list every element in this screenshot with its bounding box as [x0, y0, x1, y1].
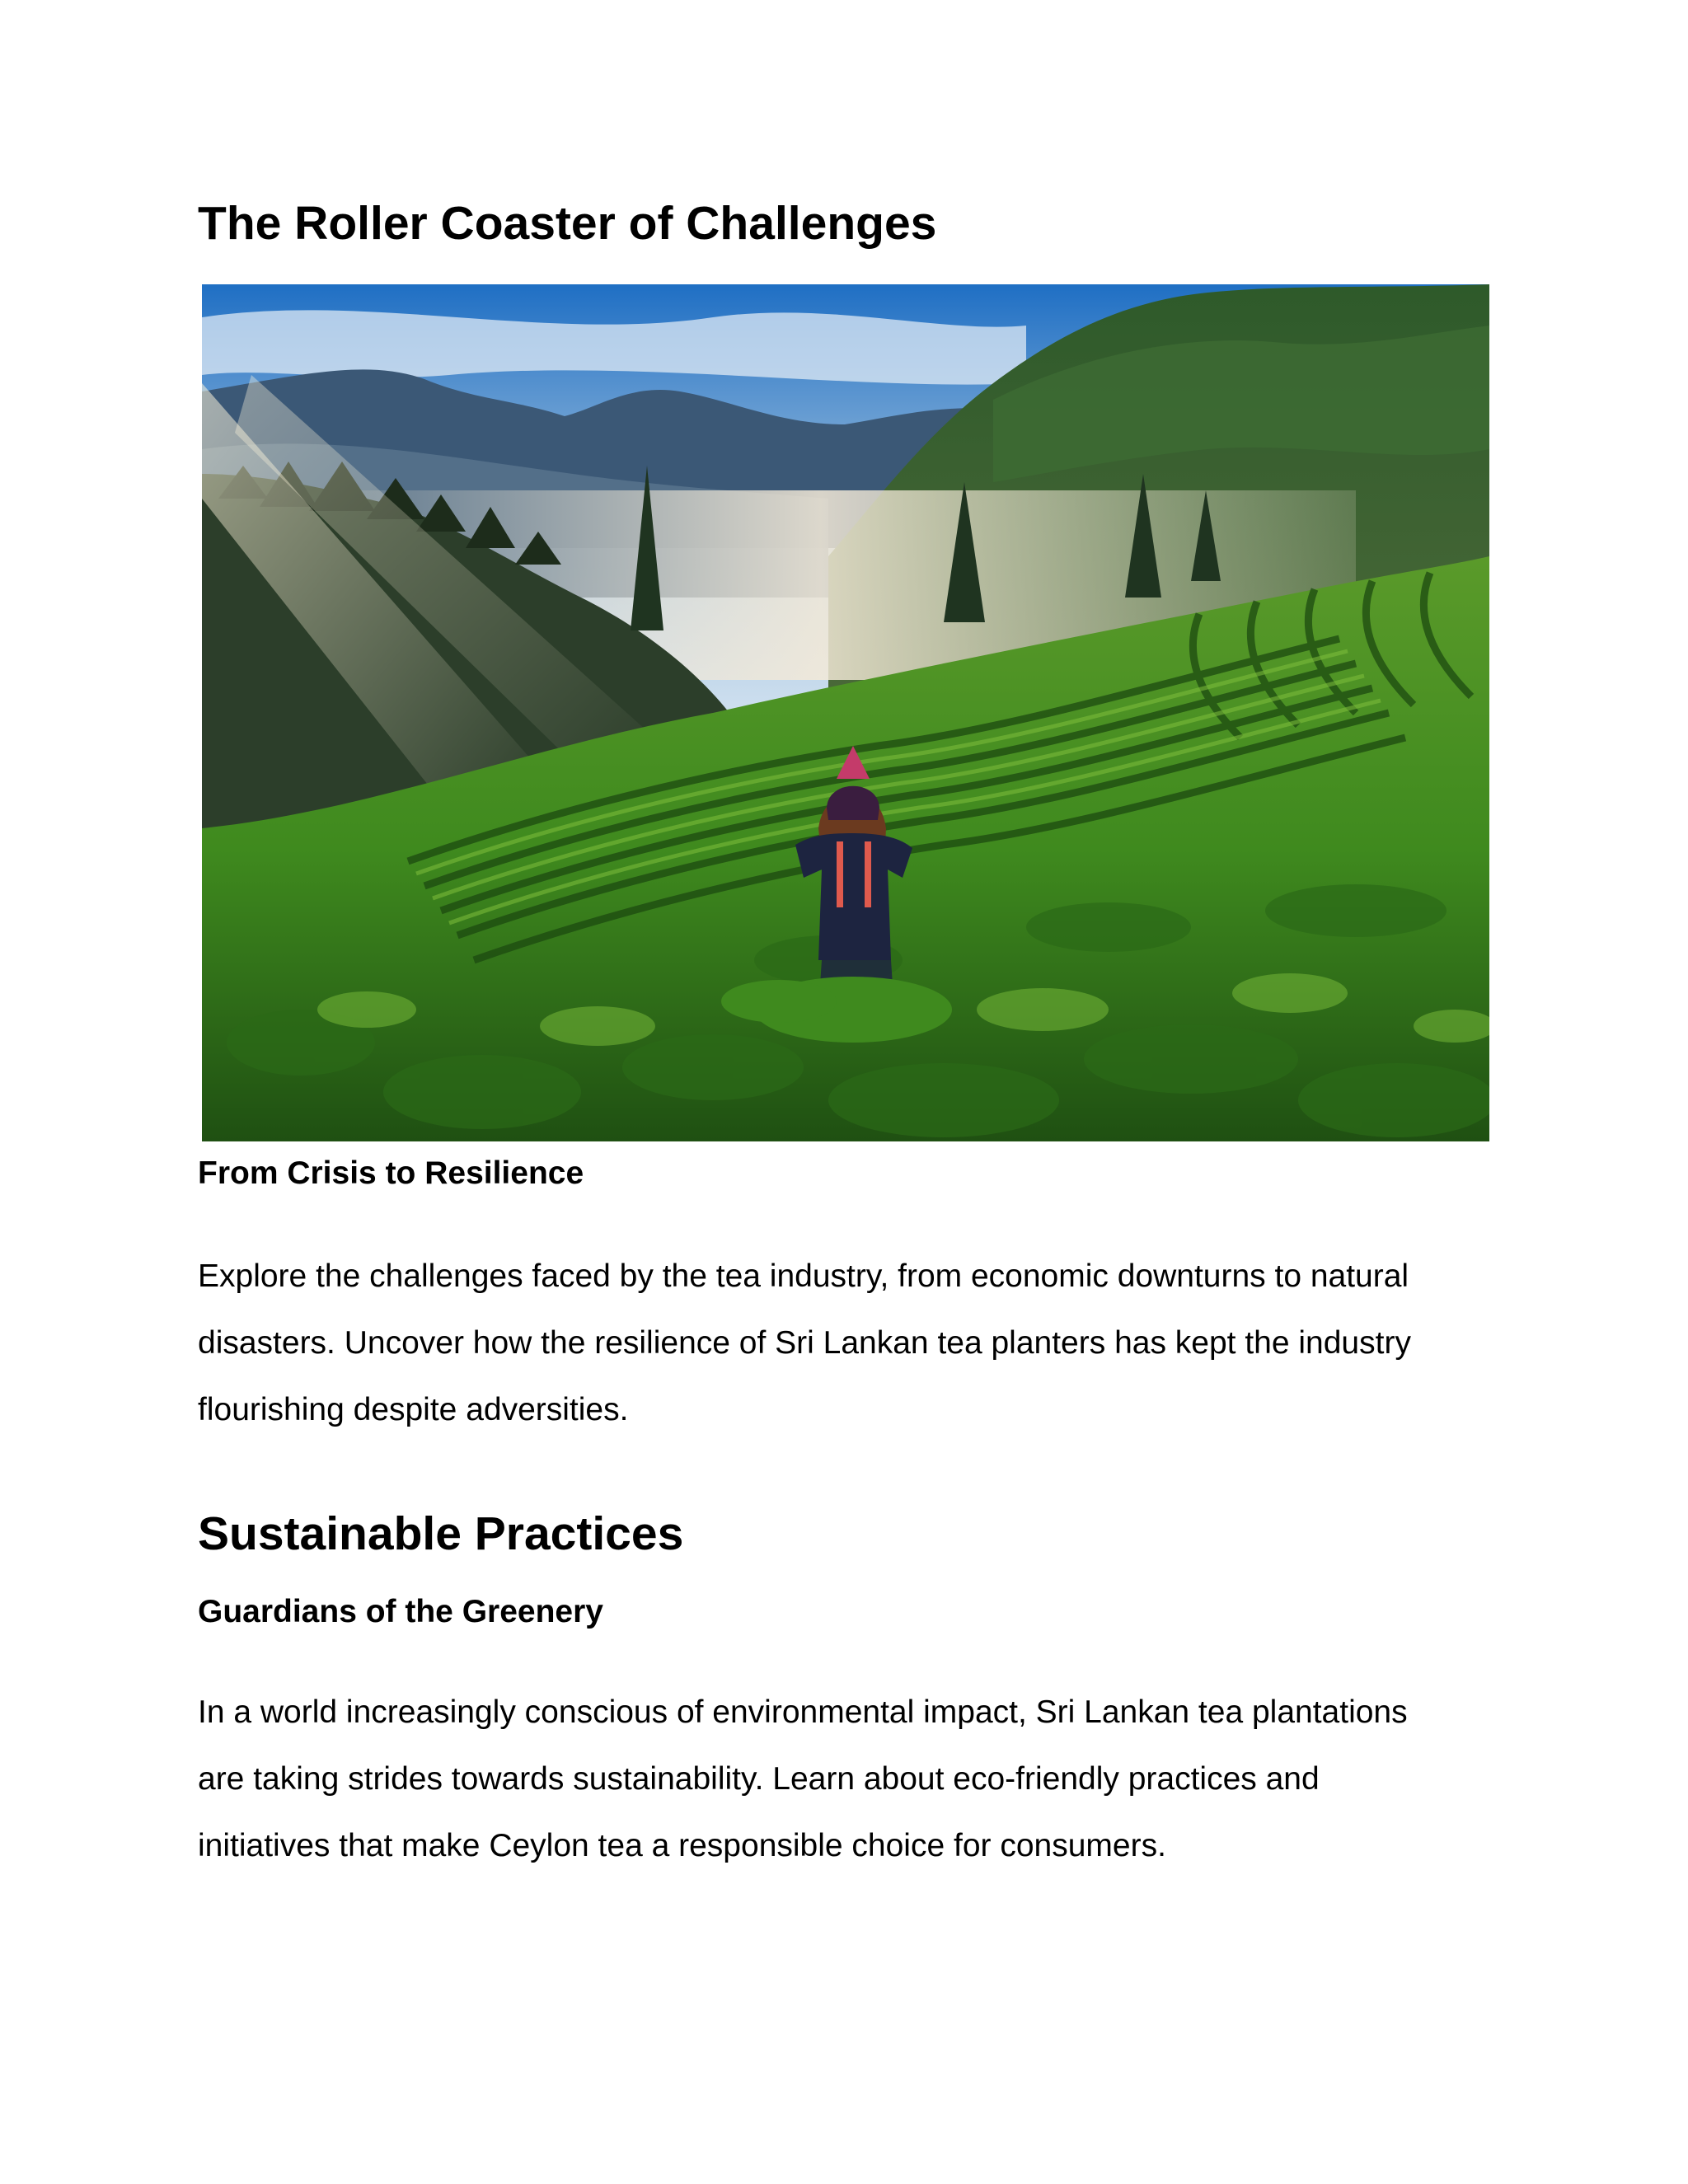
paragraph-challenges [198, 1243, 1517, 1443]
section-title: Sustainable Practices [198, 1507, 684, 1560]
paragraph-line: In a world increasingly conscious of environmental impact, Sri Lankan tea plantations [198, 1694, 1408, 1730]
section-title: The Roller Coaster of Challenges [198, 197, 937, 250]
landscape-illustration [202, 284, 1489, 1141]
paragraph-line: disasters. Uncover how the resilience of Sri Lankan tea planters has kept the industry [198, 1325, 1411, 1361]
paragraph-line: initiatives that make Ceylon tea a responsible choice for consumers. [198, 1828, 1166, 1863]
section-subtitle: Guardians of the Greenery [198, 1594, 603, 1629]
paragraph-line: flourishing despite adversities. [198, 1392, 629, 1427]
paragraph-line: Explore the challenges faced by the tea industry, from economic downturns to natural [198, 1258, 1409, 1294]
image-caption: From Crisis to Resilience [198, 1155, 584, 1191]
paragraph-line: are taking strides towards sustainability. Learn about eco-friendly practices and [198, 1761, 1320, 1797]
tea-plantation-photo [202, 284, 1489, 1141]
paragraph-sustainability [198, 1679, 1517, 1879]
